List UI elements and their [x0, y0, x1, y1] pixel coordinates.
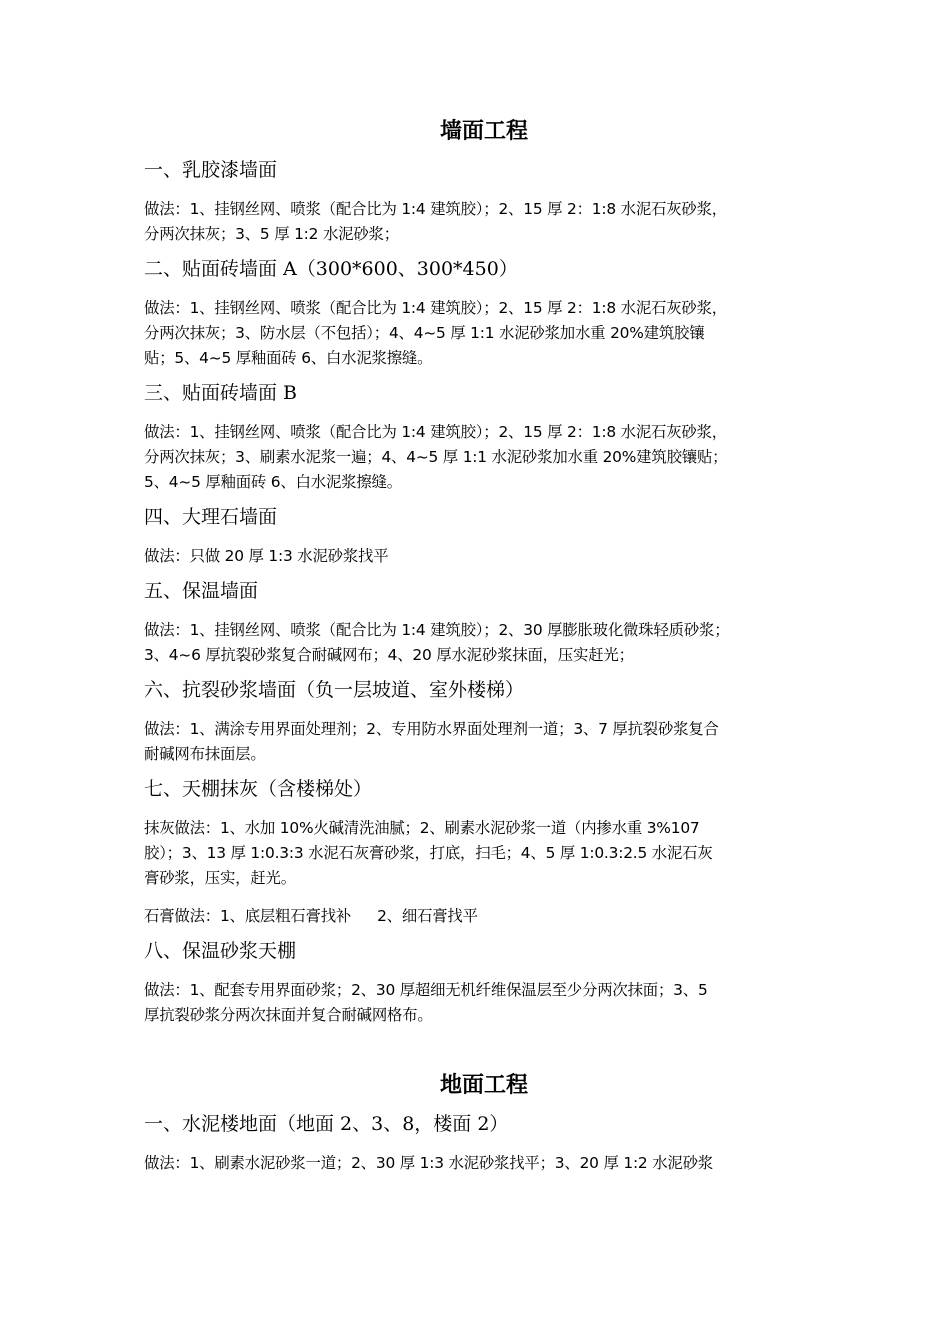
body-line: 贴；5、4~5 厚釉面砖 6、白水泥浆擦缝。 — [144, 349, 433, 367]
body-line: 厚抗裂砂浆分两次抹面并复合耐碱网格布。 — [144, 1006, 433, 1024]
body-line: 做法：1、刷素水泥砂浆一道；2、30 厚 1:3 水泥砂浆找平；3、20 厚 1:2 水泥砂浆 — [144, 1154, 713, 1172]
item-body — [144, 296, 824, 371]
wall-item-6 — [144, 676, 824, 767]
body-line: 分两次抹灰；3、防水层（不包括）；4、4~5 厚 1:1 水泥砂浆加水重 20%建筑胶镶 — [144, 324, 705, 342]
wall-item-1 — [144, 156, 824, 247]
item-body — [144, 197, 824, 247]
extra-part-2: 2、细石膏找平 — [377, 907, 478, 925]
item-body — [144, 816, 824, 891]
body-line: 做法：1、挂钢丝网、喷浆（配合比为 1:4 建筑胶）；2、15 厚 2：1:8 水泥石灰砂浆， — [144, 423, 727, 441]
body-line: 3、4~6 厚抗裂砂浆复合耐碱网布；4、20 厚水泥砂浆抹面，压实赶光； — [144, 646, 634, 664]
body-line: 分两次抹灰；3、5 厚 1:2 水泥砂浆； — [144, 225, 399, 243]
wall-item-8 — [144, 937, 824, 1028]
body-line: 耐碱网布抹面层。 — [144, 745, 266, 763]
item-heading: 四、大理石墙面 — [144, 506, 278, 528]
item-heading: 六、抗裂砂浆墙面（负一层坡道、室外楼梯） — [144, 679, 525, 701]
item-heading: 八、保温砂浆天棚 — [144, 940, 297, 962]
body-line: 做法：1、满涂专用界面处理剂；2、专用防水界面处理剂一道；3、7 厚抗裂砂浆复合 — [144, 720, 719, 738]
item-extra — [144, 904, 824, 929]
body-line: 做法：1、挂钢丝网、喷浆（配合比为 1:4 建筑胶）；2、15 厚 2：1:8 水泥石灰砂浆， — [144, 299, 727, 317]
section-floor — [144, 1068, 824, 1176]
body-line: 5、4~5 厚釉面砖 6、白水泥浆擦缝。 — [144, 473, 402, 491]
wall-item-3 — [144, 379, 824, 495]
wall-item-5 — [144, 577, 824, 668]
extra-part-1: 石膏做法：1、底层粗石膏找补 — [144, 907, 352, 925]
body-line: 抹灰做法：1、水加 10%火碱清洗油腻；2、刷素水泥砂浆一道（内掺水重 3%107 — [144, 819, 700, 837]
item-body — [144, 717, 824, 767]
section-wall — [144, 114, 824, 1028]
body-line: 做法：1、挂钢丝网、喷浆（配合比为 1:4 建筑胶）；2、30 厚膨胀玻化微珠轻质砂浆； — [144, 621, 730, 639]
item-body — [144, 544, 824, 569]
body-line: 做法：1、配套专用界面砂浆；2、30 厚超细无机纤维保温层至少分两次抹面；3、5 — [144, 981, 708, 999]
wall-item-2 — [144, 255, 824, 371]
item-body — [144, 978, 824, 1028]
body-line — [144, 904, 824, 929]
body-line: 做法：1、挂钢丝网、喷浆（配合比为 1:4 建筑胶）；2、15 厚 2：1:8 水泥石灰砂浆， — [144, 200, 727, 218]
body-line: 分两次抹灰；3、刷素水泥浆一遍；4、4~5 厚 1:1 水泥砂浆加水重 20%建筑胶镶贴； — [144, 448, 728, 466]
section-title-floor: 地面工程 — [439, 1072, 528, 1098]
item-heading: 五、保温墙面 — [144, 580, 259, 602]
item-heading: 二、贴面砖墙面 A（300*600、300*450） — [144, 258, 518, 280]
item-body — [144, 618, 824, 668]
body-line: 胶）；3、13 厚 1:0.3:3 水泥石灰膏砂浆，打底，扫毛；4、5 厚 1:0.3:2.5 水泥石灰 — [144, 844, 713, 862]
section-title-wall: 墙面工程 — [439, 118, 528, 144]
wall-item-4 — [144, 503, 824, 569]
item-heading: 三、贴面砖墙面 B — [144, 382, 298, 404]
wall-item-7 — [144, 775, 824, 929]
item-heading: 一、水泥楼地面（地面 2、3、8，楼面 2） — [144, 1113, 509, 1135]
document-content — [144, 114, 824, 1176]
floor-item-1 — [144, 1110, 824, 1176]
item-heading: 一、乳胶漆墙面 — [144, 159, 278, 181]
item-heading: 七、天棚抹灰（含楼梯处） — [144, 778, 373, 800]
item-body — [144, 1151, 824, 1176]
item-body — [144, 420, 824, 495]
body-line: 做法：只做 20 厚 1:3 水泥砂浆找平 — [144, 547, 389, 565]
body-line: 膏砂浆，压实，赶光。 — [144, 869, 296, 887]
